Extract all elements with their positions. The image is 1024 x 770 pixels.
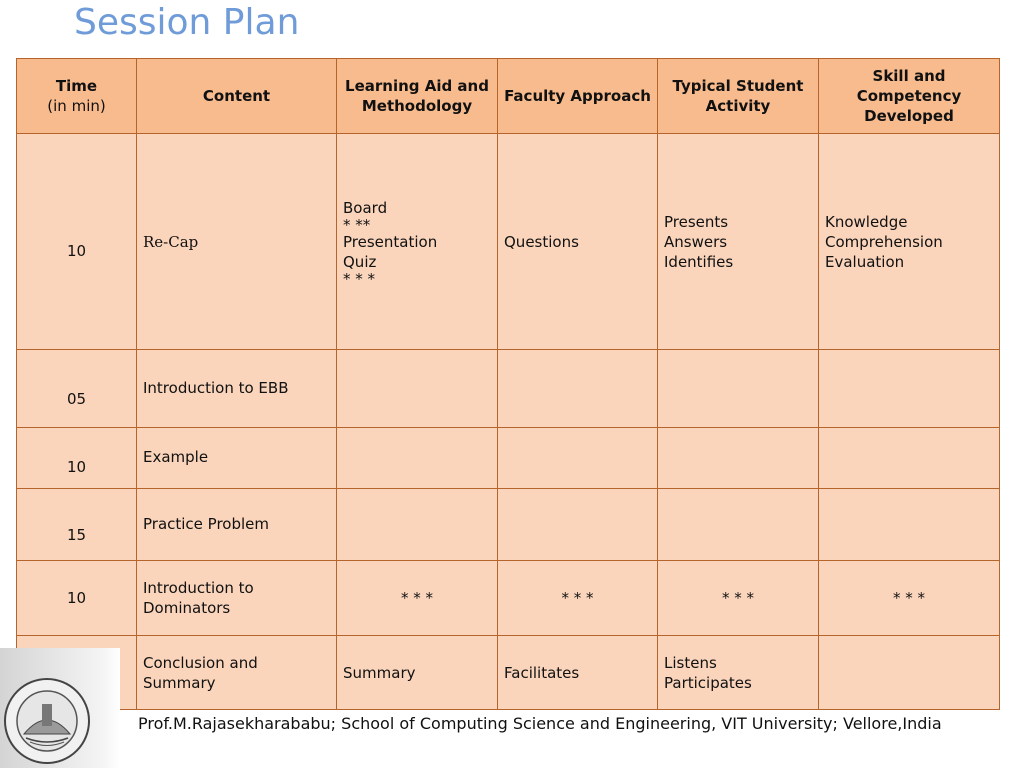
aid-line: Board [343,198,388,217]
learning-aid-cell [337,428,498,489]
faculty-cell [498,428,658,489]
learning-aid-cell [337,350,498,428]
time-cell: 10 [17,134,137,350]
faculty-cell [498,489,658,561]
header-content: Content [137,59,337,134]
time-cell: 10 [17,428,137,489]
student-line: Listens [664,653,717,672]
student-cell [658,134,819,350]
student-cell [658,350,819,428]
skill-cell: * * * [819,561,1000,636]
session-plan-table [16,58,1000,710]
student-cell [658,489,819,561]
time-cell: 05 [17,350,137,428]
content-cell [137,636,337,710]
slide-title: Session Plan [74,2,300,43]
time-cell: 10 [17,561,137,636]
content-cell [137,561,337,636]
faculty-cell: * * * [498,561,658,636]
learning-aid-cell [337,489,498,561]
skill-cell [819,636,1000,710]
skill-cell [819,134,1000,350]
skill-line: Evaluation [825,252,905,271]
university-seal-icon [2,676,92,766]
header-faculty-approach: Faculty Approach [498,59,658,134]
skill-line: Comprehension [825,232,943,251]
header-time-label: Time [55,77,98,95]
faculty-cell: Questions [498,134,658,350]
learning-aid-cell: Summary [337,636,498,710]
student-cell [658,428,819,489]
content-line: Dominators [143,599,231,617]
table-row [17,350,1000,428]
student-line: Participates [664,673,752,692]
content-cell: Introduction to EBB [137,350,337,428]
faculty-cell: Facilitates [498,636,658,710]
header-time-unit: (in min) [47,97,106,115]
content-cell: Example [137,428,337,489]
content-cell: Practice Problem [137,489,337,561]
header-skill: Skill and Competency Developed [819,59,1000,134]
aid-line: * * * [343,269,376,288]
table-row [17,561,1000,636]
student-cell [658,636,819,710]
content-line: Introduction to [143,579,254,597]
learning-aid-cell [337,134,498,350]
content-line: Summary [143,673,216,692]
table-header-row [17,59,1000,134]
content-line: Conclusion and [143,653,258,672]
time-cell: 15 [17,489,137,561]
skill-line: Knowledge [825,212,908,231]
faculty-cell [498,350,658,428]
skill-cell [819,489,1000,561]
slide-footer: Prof.M.Rajasekharababu; School of Computing Science and Engineering, VIT University; Vellore,India [138,714,942,733]
student-line: Identifies [664,252,734,271]
learning-aid-cell: * * * [337,561,498,636]
content-cell: Re-Cap [137,134,337,350]
aid-line: Quiz [343,252,377,271]
table-row [17,489,1000,561]
aid-line: * ** [343,215,371,234]
table-row [17,636,1000,710]
student-cell: * * * [658,561,819,636]
header-time [17,59,137,134]
aid-line: Presentation [343,232,438,251]
header-learning-aid: Learning Aid and Methodology [337,59,498,134]
skill-cell [819,350,1000,428]
header-student-activity: Typical Student Activity [658,59,819,134]
table-row [17,134,1000,350]
table-row [17,428,1000,489]
student-line: Presents [664,212,729,231]
skill-cell [819,428,1000,489]
student-line: Answers [664,232,728,251]
